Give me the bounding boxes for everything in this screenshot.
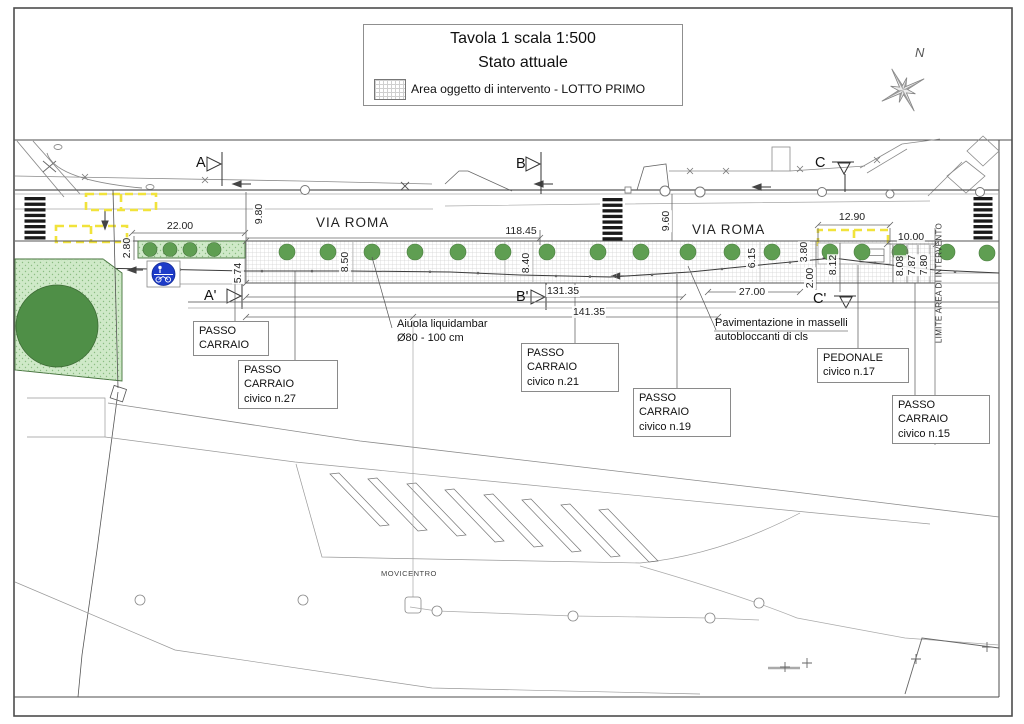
north-property-lines: [15, 136, 999, 209]
dim-5-74: 5.74: [232, 262, 244, 284]
dim-8-12: 8.12: [827, 254, 839, 276]
callout-passo-carraio-21: [521, 343, 619, 392]
dim-8-40: 8.40: [520, 252, 532, 274]
dim-141-35: 141.35: [572, 306, 606, 318]
dim-9-60: 9.60: [660, 210, 672, 232]
dim-10-00: 10.00: [897, 231, 925, 243]
dim-12-90: 12.90: [838, 211, 866, 223]
callout-text: civico n.21: [527, 375, 579, 388]
callout-text: CARRAIO: [199, 339, 250, 352]
callout-passo-carraio-19: [633, 388, 731, 437]
ramp-top-left: [17, 141, 154, 197]
dim-3-80: 3.80: [798, 241, 810, 263]
drawing-subtitle: Stato attuale: [478, 54, 568, 71]
dim-22-00: 22.00: [166, 220, 194, 232]
dim-6-15: 6.15: [746, 247, 758, 269]
callout-text: PASSO CARRAIO: [898, 399, 949, 426]
limite-label: LIMITE AREA DI INTERVENTO: [934, 222, 944, 344]
section-b-top: B: [516, 156, 526, 172]
note-pavimentazione: [715, 317, 848, 345]
callout-text: PASSO CARRAIO: [639, 392, 690, 419]
street-name-via-roma-2: VIA ROMA: [692, 222, 766, 237]
callout-text: civico n.27: [244, 392, 296, 405]
note-text: Aiuola liquidambar: [397, 318, 488, 330]
callout-passo-carraio-15: [892, 395, 990, 444]
dim-131-35: 131.35: [546, 285, 580, 297]
zebra-crossing-left: [25, 197, 46, 240]
road-edge-lines: [15, 182, 999, 198]
zebra-crossing-middle: [603, 198, 623, 241]
callout-text: civico n.17: [823, 366, 875, 379]
title-block: [363, 24, 683, 106]
dim-2-80: 2.80: [121, 237, 133, 259]
callout-pedonale-17: [817, 348, 909, 383]
section-c-bottom: C': [813, 291, 827, 307]
zebra-crossing-right: [974, 197, 993, 240]
dim-8-50: 8.50: [339, 251, 351, 273]
north-label: N: [915, 45, 925, 60]
callout-text: PASSO CARRAIO: [527, 347, 578, 374]
note-text: Ø80 - 100 cm: [397, 331, 464, 344]
movicentro-label: MOVICENTRO: [381, 569, 437, 578]
dim-7-80: 7.80: [918, 254, 930, 276]
section-a-top: A: [196, 155, 206, 171]
callout-passo-carraio: [193, 321, 269, 356]
pedestrian-cycle-sign: [147, 261, 180, 287]
note-text: autobloccanti di cls: [715, 330, 808, 343]
street-name-via-roma-1: VIA ROMA: [316, 215, 390, 230]
dim-2-00: 2.00: [804, 267, 816, 289]
dim-7-87: 7.87: [906, 254, 918, 276]
pedestrian-icon: [158, 266, 161, 269]
note-aiuola: [397, 318, 488, 346]
callout-text: PASSO CARRAIO: [244, 364, 295, 391]
callout-text: civico n.19: [639, 420, 691, 433]
tree-canopy: [16, 285, 98, 367]
callout-text: civico n.15: [898, 427, 950, 440]
parking-stalls: [330, 473, 658, 562]
section-c-top: C: [815, 155, 826, 171]
green-area-left: [15, 259, 122, 381]
dim-9-80: 9.80: [253, 203, 265, 225]
dim-118-45: 118.45: [505, 225, 537, 237]
dim-8-08: 8.08: [894, 255, 906, 277]
legend-hatch-swatch: [374, 79, 406, 100]
legend-label: Area oggetto di intervento - LOTTO PRIMO: [411, 82, 646, 96]
callout-text: PEDONALE: [823, 352, 883, 364]
callout-text: PASSO: [199, 325, 237, 337]
note-text: Pavimentazione in masselli: [715, 317, 848, 329]
section-a-bottom: A': [204, 288, 217, 304]
drawing-title: Tavola 1 scala 1:500: [450, 30, 596, 47]
callout-passo-carraio-27: [238, 360, 338, 409]
green-strip: [138, 241, 245, 258]
section-b-bottom: B': [516, 289, 529, 305]
dim-27-00: 27.00: [738, 286, 766, 298]
compass-rose: [871, 58, 936, 123]
